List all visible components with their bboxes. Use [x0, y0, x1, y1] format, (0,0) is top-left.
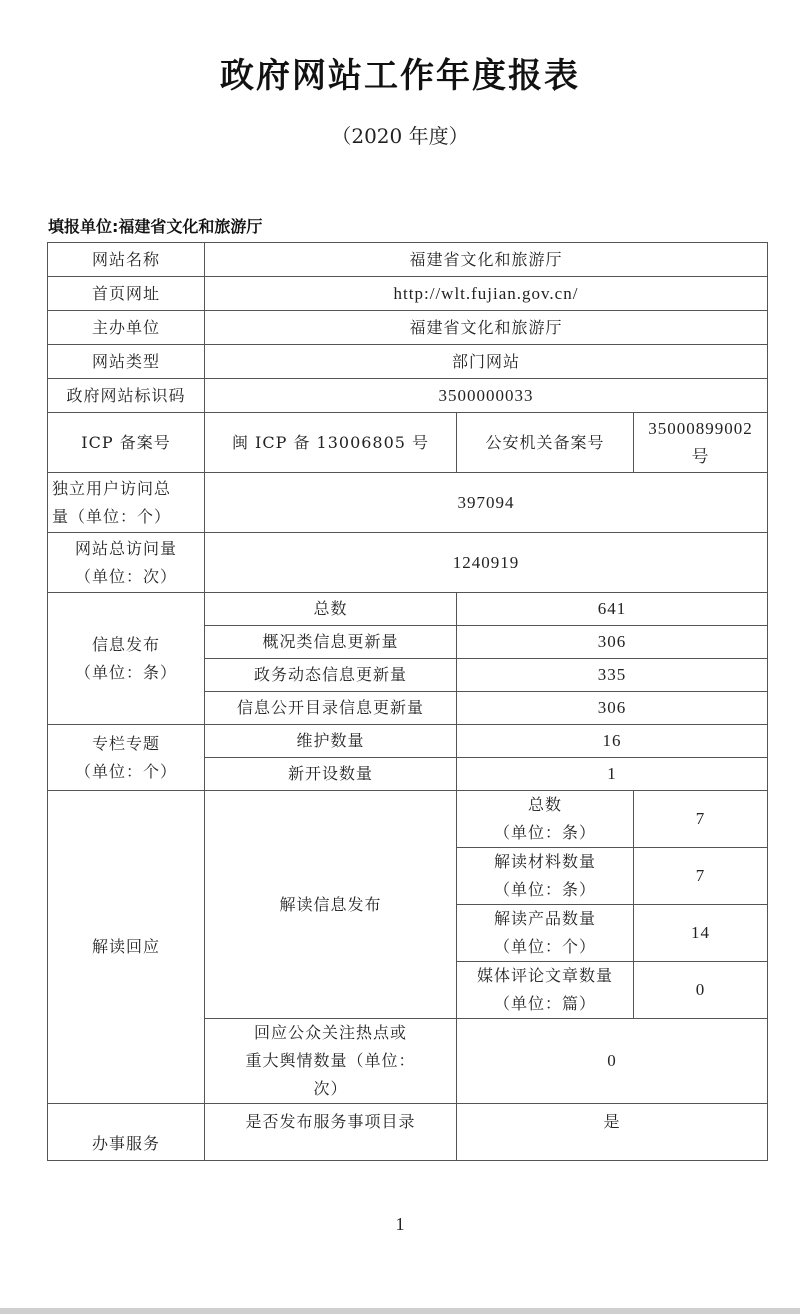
total-visits-label: [48, 533, 205, 593]
page-title: 政府网站工作年度报表: [220, 56, 580, 96]
table-row: [48, 379, 768, 413]
response-label-line2: 重大舆情数量（单位：: [245, 1051, 416, 1070]
info-release-label-line1: 信息发布: [91, 634, 160, 654]
homepage-url-label: 首页网址: [48, 277, 205, 311]
total-visits-value: 1240919: [205, 533, 768, 593]
overview-update-value: 306: [457, 626, 768, 659]
police-record-value-line1: 35000899002: [648, 418, 753, 438]
police-record-value: [634, 413, 768, 473]
filler-unit: 填报单位:福建省文化和旅游厅: [48, 217, 263, 236]
special-columns-label: [48, 725, 205, 791]
special-columns-label-line2: （单位：个）: [74, 761, 177, 781]
info-release-total-value: 641: [457, 593, 768, 626]
interp-total-label-line1: 总数: [527, 795, 562, 814]
table-row: [48, 345, 768, 379]
homepage-url-value: http://wlt.fujian.gov.cn/: [205, 277, 768, 311]
service-catalog-value: 是: [457, 1104, 768, 1161]
service-catalog-label: 是否发布服务事项目录: [205, 1104, 457, 1161]
unique-visitors-label-line1: 独立用户访问总: [52, 478, 172, 498]
table-row: [48, 1104, 768, 1161]
site-id-value: 3500000033: [205, 379, 768, 413]
response-label-line1: 回应公众关注热点或: [253, 1023, 407, 1042]
icp-label: ICP 备案号: [48, 413, 205, 473]
media-articles-label: [457, 962, 634, 1019]
table-row: [48, 277, 768, 311]
table-row: [48, 725, 768, 758]
new-count-label: 新开设数量: [205, 758, 457, 791]
interp-total-label-line2: （单位：条）: [493, 823, 596, 842]
site-name-value: 福建省文化和旅游厅: [205, 243, 768, 277]
media-articles-label-line2: （单位：篇）: [493, 994, 596, 1013]
response-label: [205, 1019, 457, 1104]
site-type-value: 部门网站: [205, 345, 768, 379]
interpretation-release-label: 解读信息发布: [205, 791, 457, 1019]
info-release-label: [48, 593, 205, 725]
interp-products-label: [457, 905, 634, 962]
interp-materials-label: [457, 848, 634, 905]
report-table: [47, 242, 768, 1161]
interp-products-value: 14: [634, 905, 768, 962]
table-row: [48, 243, 768, 277]
media-articles-value: 0: [634, 962, 768, 1019]
special-columns-label-line1: 专栏专题: [91, 733, 160, 753]
total-visits-label-line1: 网站总访问量: [74, 538, 177, 558]
interpretation-label: 解读回应: [48, 791, 205, 1104]
interp-materials-label-line2: （单位：条）: [493, 880, 596, 899]
total-visits-label-line2: （单位：次）: [74, 566, 177, 586]
table-row: [48, 533, 768, 593]
police-record-label: 公安机关备案号: [457, 413, 634, 473]
overview-update-label: 概况类信息更新量: [205, 626, 457, 659]
icp-value: 闽 ICP 备 13006805 号: [205, 413, 457, 473]
interp-materials-value: 7: [634, 848, 768, 905]
host-unit-value: 福建省文化和旅游厅: [205, 311, 768, 345]
gov-news-update-value: 335: [457, 659, 768, 692]
unique-visitors-value: 397094: [205, 473, 768, 533]
unique-visitors-label: [48, 473, 205, 533]
site-type-label: 网站类型: [48, 345, 205, 379]
police-record-value-line2: 号: [691, 446, 710, 466]
info-release-total-label: 总数: [205, 593, 457, 626]
interp-total-value: 7: [634, 791, 768, 848]
table-row: [48, 473, 768, 533]
interp-products-label-line1: 解读产品数量: [493, 909, 596, 928]
interp-materials-label-line1: 解读材料数量: [493, 852, 596, 871]
disclosure-update-value: 306: [457, 692, 768, 725]
site-name-label: 网站名称: [48, 243, 205, 277]
info-release-label-line2: （单位：条）: [74, 662, 177, 682]
maintained-count-label: 维护数量: [205, 725, 457, 758]
table-row: [48, 413, 768, 473]
response-label-line3: 次）: [313, 1079, 348, 1098]
disclosure-update-label: 信息公开目录信息更新量: [205, 692, 457, 725]
page-bottom-divider: [0, 1308, 800, 1314]
report-year: （2020 年度）: [331, 124, 469, 148]
table-row: [48, 593, 768, 626]
interp-total-label: [457, 791, 634, 848]
interp-products-label-line2: （单位：个）: [493, 937, 596, 956]
new-count-value: 1: [457, 758, 768, 791]
table-row: [48, 311, 768, 345]
page-number: 1: [395, 1214, 405, 1234]
gov-news-update-label: 政务动态信息更新量: [205, 659, 457, 692]
media-articles-label-line1: 媒体评论文章数量: [476, 966, 613, 985]
table-row: [48, 791, 768, 848]
maintained-count-value: 16: [457, 725, 768, 758]
site-id-label: 政府网站标识码: [48, 379, 205, 413]
unique-visitors-label-line2: 量（单位：个）: [52, 506, 172, 526]
response-value: 0: [457, 1019, 768, 1104]
services-label: 办事服务: [48, 1104, 205, 1161]
host-unit-label: 主办单位: [48, 311, 205, 345]
